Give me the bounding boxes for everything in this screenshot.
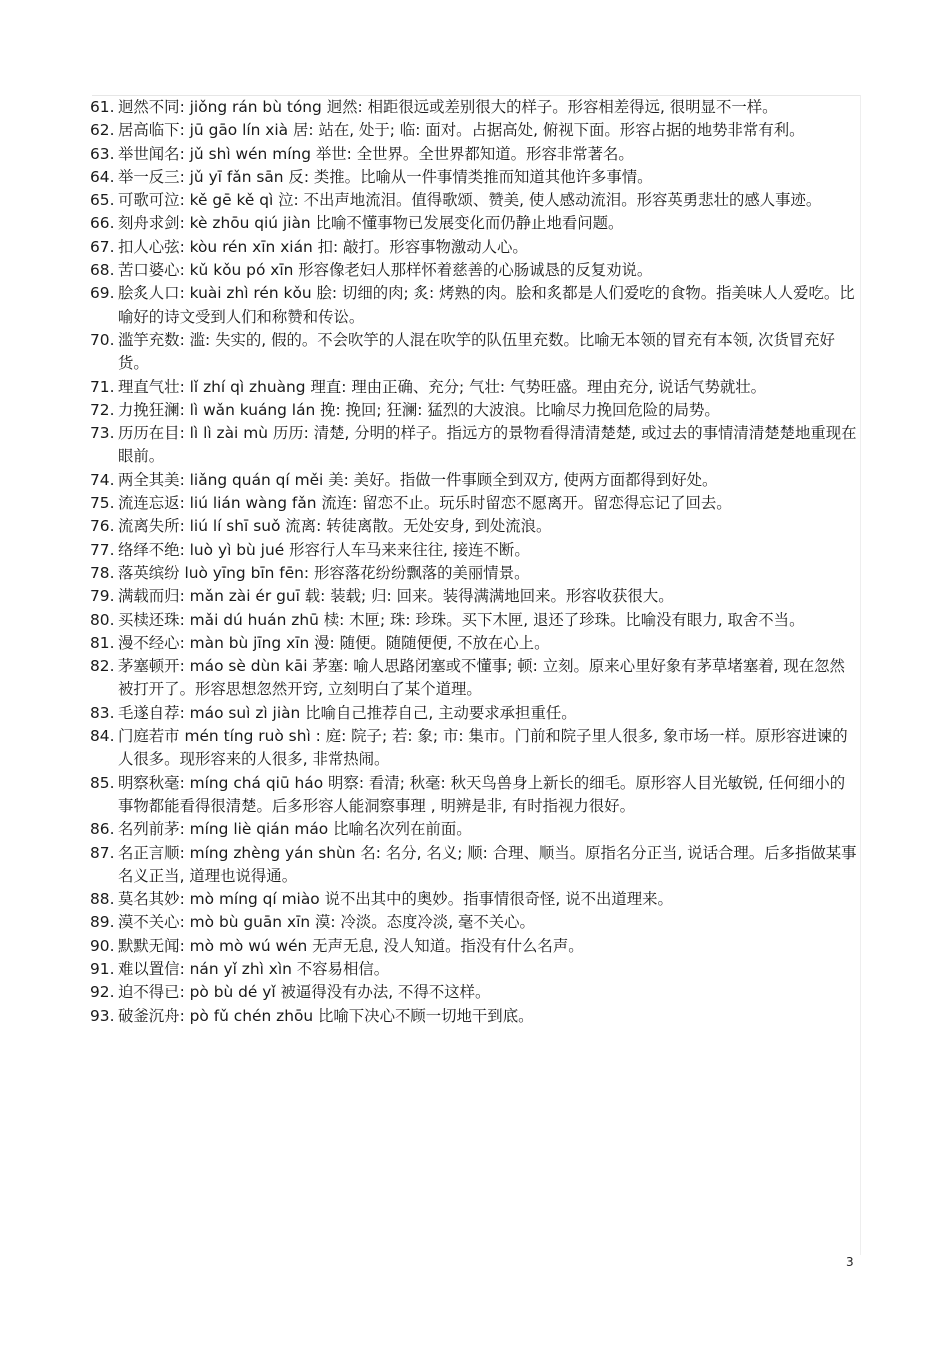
item-number: 75.: [90, 494, 115, 513]
list-item: [90, 422, 860, 469]
page-number: 3: [846, 1255, 854, 1269]
list-item: [90, 772, 860, 819]
list-item: [90, 469, 860, 492]
list-item: [90, 119, 860, 142]
item-text: 门庭若市 mén tíng ruò shì : 庭: 院子; 若: 象; 市: 集市。门前和院子里人很多, 象市场一样。原形容进谏的人很多。现形容来的人很多, 非常热闹。: [118, 727, 848, 769]
item-text: 力挽狂澜: lì wǎn kuáng lán 挽: 挽回; 狂澜: 猛烈的大波浪。比喻尽力挽回危险的局势。: [118, 400, 720, 419]
item-text: 难以置信: nán yǐ zhì xìn 不容易相信。: [118, 959, 390, 978]
list-item: [90, 96, 860, 119]
list-item: [90, 399, 860, 422]
list-item: [90, 329, 860, 376]
item-text: 历历在目: lì lì zài mù 历历: 清楚, 分明的样子。指远方的景物看得清清楚楚, 或过去的事情清清楚楚地重现在眼前。: [118, 424, 857, 466]
item-number: 90.: [90, 936, 115, 955]
item-number: 83.: [90, 703, 115, 722]
item-text: 刻舟求剑: kè zhōu qiú jiàn 比喻不懂事物已发展变化而仍静止地看问题。: [118, 214, 624, 233]
item-number: 91.: [90, 959, 115, 978]
item-number: 66.: [90, 214, 115, 233]
item-text: 破釜沉舟: pò fǔ chén zhōu 比喻下决心不顾一切地干到底。: [118, 1006, 534, 1025]
item-text: 流连忘返: liú lián wàng fǎn 流连: 留恋不止。玩乐时留恋不愿离开。留恋得忘记了回去。: [118, 494, 732, 513]
item-number: 81.: [90, 633, 115, 652]
item-number: 63.: [90, 144, 115, 163]
item-text: 迥然不同: jiǒng rán bù tóng 迥然: 相距很远或差别很大的样子。形容相差得远, 很明显不一样。: [118, 98, 778, 116]
item-text: 买椟还珠: mǎi dú huán zhū 椟: 木匣; 珠: 珍珠。买下木匣, 退还了珍珠。比喻没有眼力, 取舍不当。: [118, 610, 805, 629]
item-number: 71.: [90, 377, 115, 396]
list-item: [90, 166, 860, 189]
list-item: [90, 911, 860, 934]
item-number: 84.: [90, 727, 115, 746]
item-number: 74.: [90, 470, 115, 489]
item-text: 迫不得已: pò bù dé yǐ 被逼得没有办法, 不得不这样。: [118, 983, 491, 1002]
item-number: 61.: [90, 98, 115, 116]
item-text: 满载而归: mǎn zài ér guī 载: 装载; 归: 回来。装得满满地回来。形容收获很大。: [118, 587, 674, 606]
item-number: 78.: [90, 563, 115, 582]
list-item: [90, 212, 860, 235]
item-text: 默默无闻: mò mò wú wén 无声无息, 没人知道。指没有什么名声。: [118, 936, 584, 955]
list-item: [90, 492, 860, 515]
item-text: 络绎不绝: luò yì bù jué 形容行人车马来来往往, 接连不断。: [118, 540, 530, 559]
item-text: 居高临下: jū gāo lín xià 居: 站在, 处于; 临: 面对。占据高处, 俯视下面。形容占据的地势非常有利。: [118, 121, 805, 140]
item-number: 89.: [90, 913, 115, 932]
item-number: 76.: [90, 517, 115, 536]
item-text: 莫名其妙: mò míng qí miào 说不出其中的奥妙。指事情很奇怪, 说不出道理来。: [118, 890, 673, 909]
idiom-list: [90, 96, 860, 1028]
item-text: 可歌可泣: kě gē kě qì 泣: 不出声地流泪。值得歌颂、赞美, 使人感动流泪。形容英勇悲壮的感人事迹。: [118, 191, 822, 210]
list-item: [90, 958, 860, 981]
item-number: 68.: [90, 261, 115, 280]
list-item: [90, 818, 860, 841]
item-number: 73.: [90, 424, 115, 443]
list-item: [90, 539, 860, 562]
item-number: 69.: [90, 284, 115, 303]
item-text: 扣人心弦: kòu rén xīn xián 扣: 敲打。形容事物激动人心。: [118, 237, 528, 256]
list-item: [90, 632, 860, 655]
list-item: [90, 655, 860, 702]
item-text: 苦口婆心: kǔ kǒu pó xīn 形容像老妇人那样怀着慈善的心肠诚恳的反复劝说。: [118, 261, 653, 280]
right-rule: [860, 95, 861, 1255]
item-number: 62.: [90, 121, 115, 140]
item-text: 毛遂自荐: máo suì zì jiàn 比喻自己推荐自己, 主动要求承担重任。: [118, 703, 577, 722]
list-item: [90, 236, 860, 259]
item-text: 名列前茅: míng liè qián máo 比喻名次列在前面。: [118, 820, 472, 839]
item-text: 名正言顺: míng zhèng yán shùn 名: 名分, 名义; 顺: 合理、顺当。原指名分正当, 说话合理。后多指做某事名义正当, 道理也说得通。: [118, 843, 857, 885]
item-text: 漠不关心: mò bù guān xīn 漠: 冷淡。态度冷淡, 毫不关心。: [118, 913, 535, 932]
item-number: 64.: [90, 167, 115, 186]
item-number: 72.: [90, 400, 115, 419]
list-item: [90, 935, 860, 958]
item-text: 举世闻名: jǔ shì wén míng 举世: 全世界。全世界都知道。形容非常著名。: [118, 144, 634, 163]
list-item: [90, 981, 860, 1004]
list-item: [90, 189, 860, 212]
item-text: 茅塞顿开: máo sè dùn kāi 茅塞: 喻人思路闭塞或不懂事; 顿: 立刻。原来心里好象有茅草堵塞着, 现在忽然被打开了。形容思想忽然开窍, 立刻明白了某个道理。: [118, 657, 845, 699]
item-number: 67.: [90, 237, 115, 256]
list-item: [90, 702, 860, 725]
list-item: [90, 842, 860, 889]
item-text: 落英缤纷 luò yīng bīn fēn: 形容落花纷纷飘落的美丽情景。: [118, 563, 530, 582]
item-text: 滥竽充数: 滥: 失实的, 假的。不会吹竽的人混在吹竽的队伍里充数。比喻无本领的冒充有本领, 次货冒充好货。: [118, 330, 835, 373]
item-text: 举一反三: jǔ yī fǎn sān 反: 类推。比喻从一件事情类推而知道其他许多事情。: [118, 167, 653, 186]
list-item: [90, 609, 860, 632]
item-text: 理直气壮: lǐ zhí qì zhuàng 理直: 理由正确、充分; 气壮: 气势旺盛。理由充分, 说话气势就壮。: [118, 377, 767, 396]
item-number: 82.: [90, 657, 115, 676]
item-number: 87.: [90, 843, 115, 862]
item-number: 92.: [90, 983, 115, 1002]
list-item: [90, 376, 860, 399]
item-text: 脍炙人口: kuài zhì rén kǒu 脍: 切细的肉; 炙: 烤熟的肉。脍和炙都是人们爱吃的食物。指美味人人爱吃。比喻好的诗文受到人们和称赞和传讼。: [118, 284, 855, 326]
list-item: [90, 585, 860, 608]
list-item: [90, 515, 860, 538]
list-item: [90, 282, 860, 329]
item-number: 77.: [90, 540, 115, 559]
item-number: 93.: [90, 1006, 115, 1025]
list-item: [90, 143, 860, 166]
item-number: 70.: [90, 330, 115, 349]
list-item: [90, 259, 860, 282]
item-number: 85.: [90, 773, 115, 792]
item-number: 65.: [90, 191, 115, 210]
item-number: 88.: [90, 890, 115, 909]
item-number: 86.: [90, 820, 115, 839]
list-item: [90, 725, 860, 772]
item-number: 79.: [90, 587, 115, 606]
list-item: [90, 562, 860, 585]
item-text: 两全其美: liǎng quán qí měi 美: 美好。指做一件事顾全到双方, 使两方面都得到好处。: [118, 470, 718, 489]
item-number: 80.: [90, 610, 115, 629]
item-text: 明察秋毫: míng chá qiū háo 明察: 看清; 秋毫: 秋天鸟兽身上新长的细毛。原形容人目光敏锐, 任何细小的事物都能看得很清楚。后多形容人能洞察事理 , 明辨是非, 有时指视力很好。: [118, 773, 846, 815]
item-text: 流离失所: liú lí shī suǒ 流离: 转徒离散。无处安身, 到处流浪。: [118, 517, 552, 536]
list-item: [90, 888, 860, 911]
list-item: [90, 1005, 860, 1028]
item-text: 漫不经心: màn bù jīng xīn 漫: 随便。随随便便, 不放在心上。: [118, 633, 550, 652]
